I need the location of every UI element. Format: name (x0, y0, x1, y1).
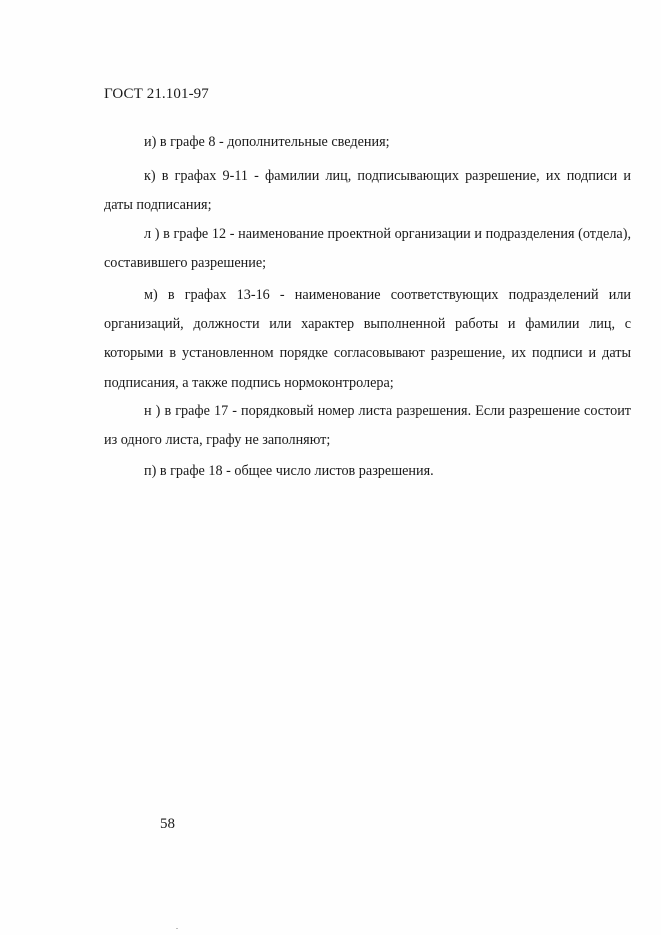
page-number: 58 (160, 816, 175, 832)
document-header: ГОСТ 21.101-97 (104, 86, 209, 102)
paragraph-k: к) в графах 9-11 - фамилии лиц, подписывающих разрешение, их подписи и даты подписания; (104, 168, 631, 214)
paragraph-p: п) в графе 18 - общее число листов разрешения. (144, 463, 434, 479)
scan-speck (176, 928, 178, 929)
paragraph-n: н ) в графе 17 - порядковый номер листа разрешения. Если разрешение состоит из одного листа, графу не заполняют; (104, 403, 631, 449)
paragraph-i: и) в графе 8 - дополнительные сведения; (144, 134, 390, 150)
paragraph-l: л ) в графе 12 - наименование проектной организации и подразделения (отдела), составившего разрешение; (104, 226, 631, 272)
paragraph-m: м) в графах 13-16 - наименование соответствующих подразделений или организаций, должности или характер выполненной работы и фамилии лиц, с которыми в установленном порядке согласовывают разрешение, их подписи и даты подписания, а также подпись нормоконтролера; (104, 287, 631, 391)
